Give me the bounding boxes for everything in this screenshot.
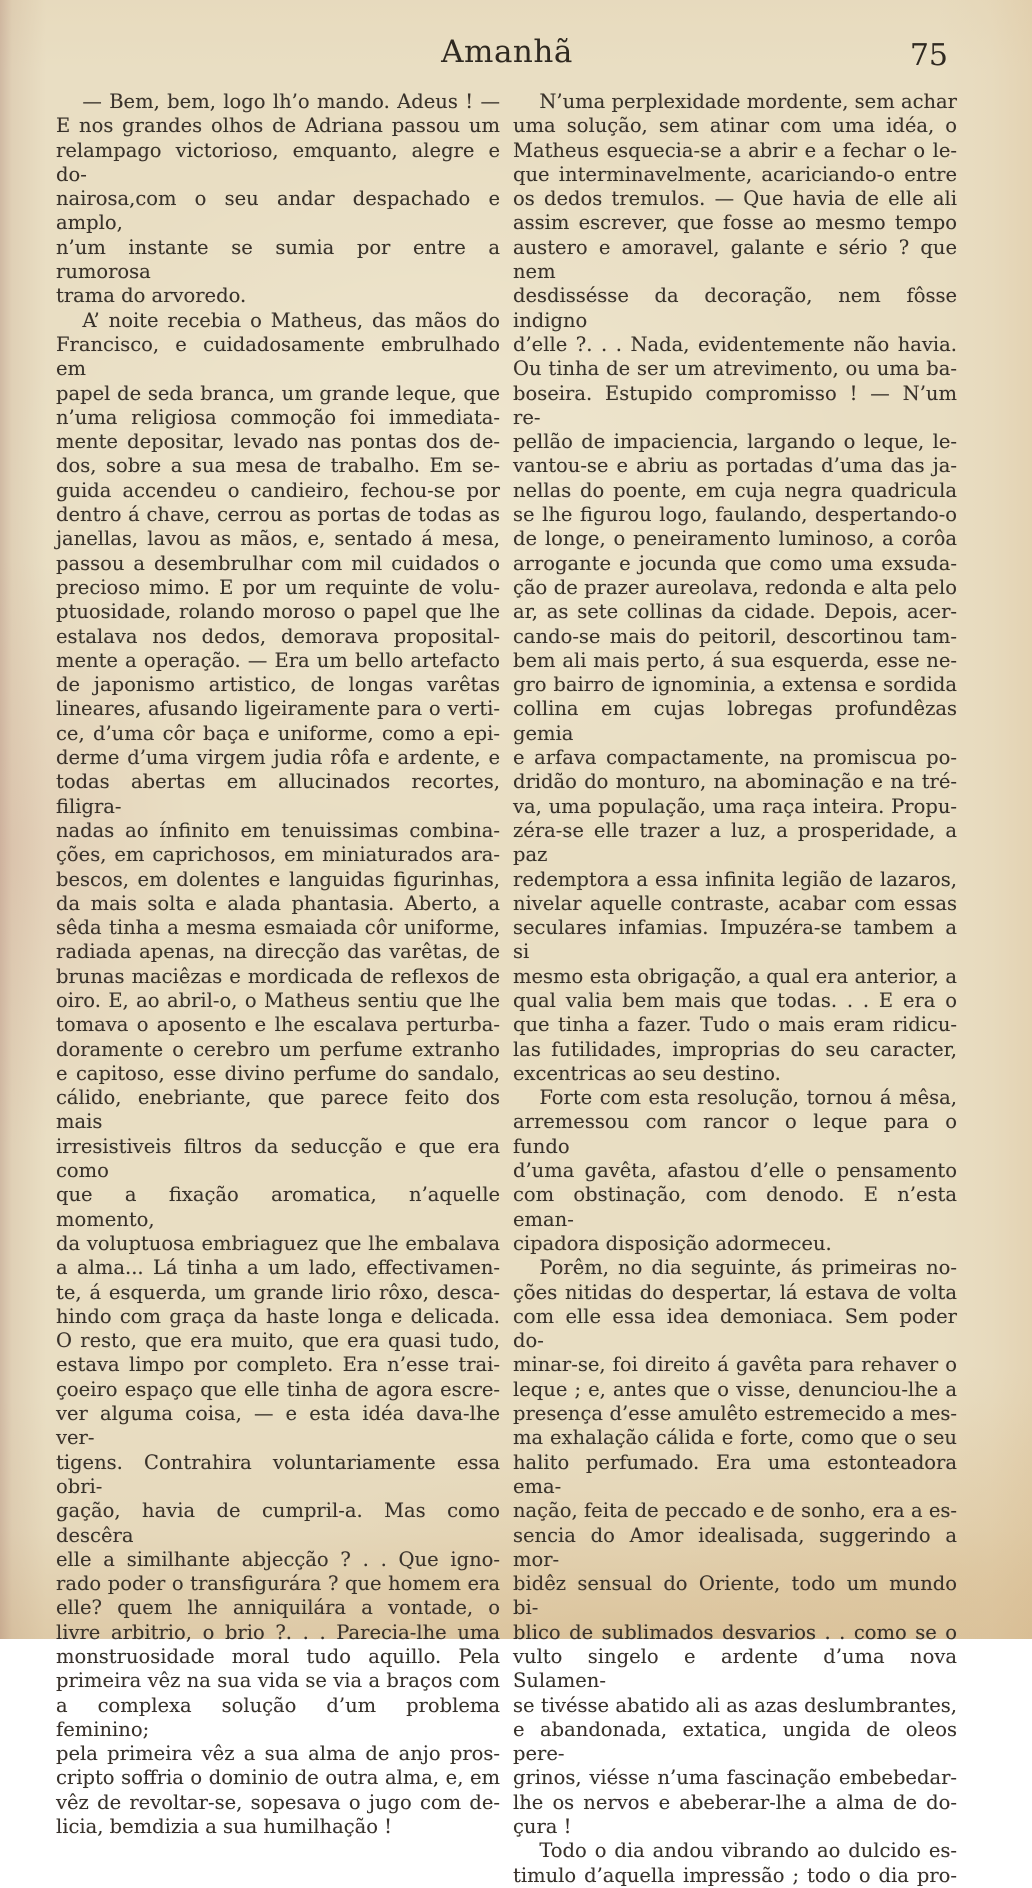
text-line: Todo o dia andou vibrando ao dulcido es- — [539, 1839, 957, 1863]
text-line: va, uma população, uma raça inteira. Propu- — [513, 794, 957, 818]
text-line: primeira vêz na sua vida se via a braços com — [56, 1669, 500, 1693]
text-line: mente a operação. — Era um bello artefacto — [56, 648, 500, 672]
text-line: Porêm, no dia seguinte, ás primeiras no- — [539, 1256, 957, 1280]
text-line: estalava nos dedos, demorava proposital- — [56, 624, 500, 648]
text-line: çura ! — [513, 1815, 572, 1839]
text-line: rado poder o transfigurára ? que homem era — [56, 1572, 500, 1596]
text-line: livre arbitrio, o brio ?. . . Parecia-lhe uma — [56, 1620, 500, 1644]
text-line: redemptora a essa infinita legião de lazaros, — [513, 867, 957, 891]
text-line: sêda tinha a mesma esmaiada côr uniforme, — [56, 916, 500, 940]
text-line: vêz de revoltar-se, sopesava o jugo com de- — [56, 1790, 500, 1814]
text-line: te, á esquerda, um grande lirio rôxo, desca- — [56, 1280, 500, 1304]
text-line: irresistiveis filtros da seducção e que era como — [56, 1134, 500, 1183]
text-line: gação, havia de cumpril-a. Mas como descêra — [56, 1499, 500, 1547]
text-line: excentricas ao seu destino. — [513, 1061, 781, 1085]
text-line: dridão do monturo, na abominação e na tré- — [513, 770, 957, 794]
text-line: ção de prazer aureolava, redonda e alta pelo — [513, 575, 957, 599]
text-line: papel de seda branca, um grande leque, que — [56, 381, 500, 405]
text-line: n’uma religiosa commoção foi immediata- — [56, 405, 500, 429]
text-line: ma exhalação cálida e forte, como que o seu — [513, 1426, 957, 1450]
text-line: halito perfumado. Era uma estonteadora ema- — [513, 1450, 957, 1498]
text-line: sencia do Amor idealisada, suggerindo a mor- — [513, 1523, 957, 1571]
text-line: nivelar aquelle contraste, acabar com essas — [513, 891, 957, 915]
text-line: d’elle ?. . . Nada, evidentemente não havia. — [513, 332, 957, 356]
text-line: nairosa,com o seu andar despachado e amplo, — [56, 187, 500, 235]
text-line: precioso mimo. E por um requinte de volu- — [56, 575, 500, 599]
text-line: derme d’uma virgem judia rôfa e ardente, e — [56, 746, 500, 770]
text-line: cando-se mais do peitoril, descortinou tam- — [513, 624, 957, 648]
text-line: guida accendeu o candieiro, fechou-se por — [56, 478, 500, 502]
text-line: seculares infamias. Impuzéra-se tambem a si — [513, 916, 957, 964]
text-line: nellas do poente, em cuja negra quadricula — [513, 478, 957, 502]
text-line: passou a desembrulhar com mil cuidados o — [56, 551, 500, 575]
text-line: ções, em caprichosos, em miniaturados ara- — [56, 843, 500, 867]
page-number: 75 — [909, 38, 948, 73]
text-line: blico de sublimados desvarios . . como se o — [513, 1620, 957, 1644]
text-line: ver alguma coisa, — e esta idéa dava-lhe ver- — [56, 1402, 500, 1450]
text-line: Matheus esquecia-se a abrir e a fechar o le- — [513, 138, 957, 162]
text-column-left — [56, 90, 500, 1888]
text-line: presença d’esse amulêto estremecido a mes- — [513, 1402, 957, 1426]
text-line: que tinha a fazer. Tudo o mais eram ridicu- — [513, 1013, 957, 1037]
text-column-right — [513, 90, 957, 1888]
text-line: collina em cujas lobregas profundêzas gemia — [513, 697, 957, 745]
text-line: todas abertas em allucinados recortes, filigra- — [56, 770, 500, 818]
text-line: arrogante e jocunda que como uma exsuda- — [513, 551, 957, 575]
text-line: pela primeira vêz a sua alma de anjo pros- — [56, 1742, 500, 1766]
text-line: bescos, em dolentes e languidas figurinhas, — [56, 867, 500, 891]
text-line: zéra-se elle trazer a luz, a prosperidade, a paz — [513, 818, 957, 867]
text-line: minar-se, foi direito á gavêta para rehaver o — [513, 1353, 957, 1377]
text-line: janellas, lavou as mãos, e, sentado á mesa, — [56, 527, 500, 551]
text-line: lhe os nervos e abeberar-lhe a alma de do- — [513, 1790, 957, 1814]
text-line: vulto singelo e ardente d’uma nova Sulamen- — [513, 1645, 957, 1693]
text-line: pellão de impaciencia, largando o leque, le- — [513, 430, 957, 454]
text-line: que interminavelmente, acariciando-o entre — [513, 162, 957, 186]
text-line: elle? quem lhe anniquilára a vontade, o — [56, 1596, 500, 1620]
text-line: brunas maciêzas e mordicada de reflexos de — [56, 964, 500, 988]
page-header — [0, 0, 1032, 76]
text-line: se lhe figurou logo, faulando, despertando-o — [513, 503, 957, 527]
text-line: — Bem, bem, logo lh’o mando. Adeus ! — — [82, 90, 500, 113]
text-line: qual valia bem mais que todas. . . E era o — [513, 988, 957, 1012]
text-line: d’uma gavêta, afastou d’elle o pensamento — [513, 1159, 957, 1183]
text-line: de japonismo artistico, de longas varêtas — [56, 673, 500, 697]
text-line: a alma... Lá tinha a um lado, effectivamen- — [56, 1256, 500, 1280]
text-line: dentro á chave, cerrou as portas de todas as — [56, 503, 500, 527]
text-line: boseira. Estupido compromisso ! — N’um re- — [513, 381, 957, 429]
text-line: desdissésse da decoração, nem fôsse indigno — [513, 284, 957, 332]
text-line: las futilidades, improprias do seu caracter, — [513, 1037, 957, 1061]
text-line: Forte com esta resolução, tornou á mêsa, — [539, 1086, 957, 1110]
text-line: dos, sobre a sua mesa de trabalho. Em se- — [56, 454, 500, 478]
text-line: austero e amoravel, galante e sério ? que nem — [513, 235, 957, 284]
text-line: tigens. Contrahira voluntariamente essa obri- — [56, 1450, 500, 1498]
text-line: ar, as sete collinas da cidade. Depois, acer- — [513, 600, 957, 624]
text-line: vantou-se e abriu as portadas d’uma das ja- — [513, 454, 957, 478]
text-line: da voluptuosa embriaguez que lhe embalava — [56, 1231, 500, 1255]
text-line: que a fixação aromatica, n’aquelle momento, — [56, 1183, 500, 1231]
text-line: e arfava compactamente, na promiscua po- — [513, 746, 957, 770]
text-line: os dedos tremulos. — Que havia de elle ali — [513, 187, 957, 211]
text-line: e abandonada, extatica, ungida de oleos pere- — [513, 1717, 957, 1766]
text-line: gro bairro de ignominia, a extensa e sordida — [513, 673, 957, 697]
text-columns — [0, 76, 1032, 1888]
text-line: elle a similhante abjecção ? . . Que igno- — [56, 1547, 500, 1571]
text-line: mente depositar, levado nas pontas dos de- — [56, 430, 500, 454]
text-line: doramente o cerebro um perfume extranho — [56, 1037, 500, 1061]
running-title: Amanhã — [441, 34, 573, 70]
text-line: radiada apenas, na direcção das varêtas, de — [56, 940, 500, 964]
text-line: relampago victorioso, emquanto, alegre e do- — [56, 138, 500, 186]
text-line: timulo d’aquella impressão ; todo o dia pro- — [513, 1863, 957, 1887]
text-line: bidêz sensual do Oriente, todo um mundo bi- — [513, 1572, 957, 1620]
text-line: e capitoso, esse divino perfume do sandalo, — [56, 1061, 500, 1085]
text-line: monstruosidade moral tudo aquillo. Pela — [56, 1645, 500, 1668]
text-line: ptuosidade, rolando moroso o papel que lhe — [56, 600, 500, 624]
text-line: a complexa solução d’um problema feminino; — [56, 1693, 500, 1741]
text-line: grinos, viésse n’uma fascinação embebedar- — [513, 1766, 957, 1790]
text-line: ce, d’uma côr baça e uniforme, como a epi- — [56, 721, 500, 745]
text-line: com elle essa idea demoniaca. Sem poder do- — [513, 1304, 957, 1353]
text-line: N’uma perplexidade mordente, sem achar — [539, 90, 957, 113]
text-line: nação, feita de peccado e de sonho, era a es- — [513, 1499, 957, 1523]
text-line: hindo com graça da haste longa e delicada. — [56, 1304, 500, 1328]
text-line: licia, bemdizia a sua humilhação ! — [56, 1815, 393, 1839]
text-line: ções nitidas do despertar, lá estava de volta — [513, 1280, 957, 1304]
text-line: cripto soffria o dominio de outra alma, e, em — [56, 1766, 500, 1790]
text-line: oiro. E, ao abril-o, o Matheus sentiu que lhe — [56, 988, 500, 1012]
text-line: E nos grandes olhos de Adriana passou um — [56, 114, 500, 138]
text-line: se tivésse abatido ali as azas deslumbrantes, — [513, 1693, 957, 1717]
text-line: uma solução, sem atinar com uma idéa, o — [513, 114, 957, 138]
text-line: trama do arvoredo. — [56, 284, 247, 308]
text-line: assim escrever, que fosse ao mesmo tempo — [513, 211, 957, 235]
text-line: leque ; e, antes que o visse, denunciou-lhe a — [513, 1377, 957, 1401]
text-line: bem ali mais perto, á sua esquerda, esse ne- — [513, 648, 957, 672]
text-line: Francisco, e cuidadosamente embrulhado em — [56, 332, 500, 381]
text-line: cálido, enebriante, que parece feito dos mais — [56, 1086, 500, 1134]
text-line: mesmo esta obrigação, a qual era anterior, a — [513, 964, 957, 988]
text-line: nadas ao ínfinito em tenuissimas combina- — [56, 818, 500, 842]
text-line: n’um instante se sumia por entre a rumorosa — [56, 235, 500, 284]
text-line: estava limpo por completo. Era n’esse trai- — [56, 1353, 500, 1377]
text-line: çoeiro espaço que elle tinha de agora escre- — [56, 1377, 500, 1401]
text-line: de longe, o peneiramento luminoso, a corôa — [513, 527, 957, 551]
text-line: arremessou com rancor o leque para o fundo — [513, 1110, 957, 1158]
text-line: lineares, afusando ligeiramente para o verti- — [56, 697, 500, 721]
text-line: O resto, que era muito, que era quasi tudo, — [56, 1329, 500, 1353]
text-line: com obstinação, com denodo. E n’esta eman- — [513, 1183, 957, 1231]
text-line: da mais solta e alada phantasia. Aberto, a — [56, 891, 500, 915]
text-line: A’ noite recebia o Matheus, das mãos do — [82, 308, 500, 332]
text-line: Ou tinha de ser um atrevimento, ou uma ba- — [513, 357, 957, 381]
text-line: tomava o aposento e lhe escalava perturba- — [56, 1013, 500, 1037]
text-line: cipadora disposição adormeceu. — [513, 1231, 832, 1255]
